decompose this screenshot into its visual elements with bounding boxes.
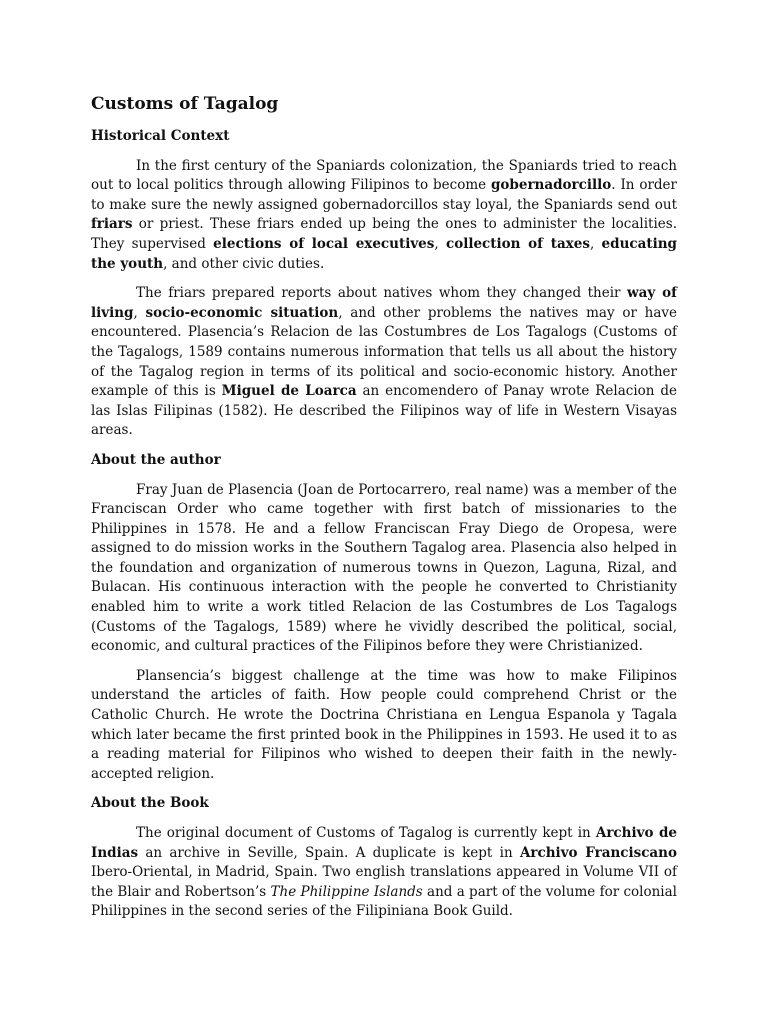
text-run: , and other problems the natives may or have encountered. Plasencia’s Relacion de las Costumbres de Los Tagalogs (Customs of the Tagalogs, 1589 contains numerous information that tells us all about the history of the Tagalog region in terms of its political and socio-economic history. Another example of this is — [91, 304, 677, 400]
text-run: , — [589, 235, 602, 252]
bold-term-gobernadorcillo: gobernadorcillo — [490, 177, 612, 194]
text-run: an encomendero of Panay wrote Relacion de las Islas Filipinas (1582). He described the Filipinos way of life in Western Visayas areas. — [91, 383, 677, 439]
text-run: and a part of the volume for colonial Philippines in the second series of the Filipiniana Book Guild. — [91, 883, 677, 920]
paragraph-historical-context-2 — [91, 284, 677, 441]
document-title: Customs of Tagalog — [91, 94, 279, 114]
bold-term-friars: friars — [91, 216, 133, 233]
text-run: The friars prepared reports about natives whom they changed their — [136, 285, 628, 302]
heading-historical-context: Historical Context — [91, 128, 230, 144]
text-run: The original document of Customs of Tagalog is currently kept in — [136, 825, 596, 841]
text-run: or priest. These friars ended up being the ones to administer the localities. They supervised — [91, 216, 677, 252]
document-page — [91, 92, 677, 932]
bold-term-youth: educating the youth — [91, 235, 677, 272]
bold-term-archivo-de-indias: Archivo de Indias — [91, 825, 677, 861]
bold-term-way-of-living: way of living — [91, 285, 677, 321]
text-run: . In order to make sure the newly assigned gobernadorcillos stay loyal, the Spaniards send out — [91, 177, 677, 213]
text-run: , — [133, 304, 146, 321]
bold-term-miguel-de-loarca: Miguel de Loarca — [221, 383, 357, 400]
bold-term-elections: elections of local executives — [213, 235, 435, 252]
paragraph-historical-context-1 — [91, 157, 677, 275]
text-run: an archive in Seville, Spain. A duplicate is kept in — [138, 844, 520, 861]
paragraph-about-book-1 — [91, 824, 677, 922]
italic-book-title: The Philippine Islands — [270, 883, 423, 900]
bold-term-socio-economic: socio-economic situation — [145, 304, 339, 321]
bold-term-taxes: collection of taxes — [445, 235, 590, 252]
heading-about-book: About the Book — [91, 795, 209, 812]
text-run: Ibero-Oriental, in Madrid, Spain. Two english translations appeared in Volume VII of the Blair and Robertson’s — [91, 864, 677, 900]
text-run: , and other civic duties. — [163, 255, 325, 272]
text-run: , — [434, 235, 446, 252]
paragraph-about-author-2: Plansencia’s biggest challenge at the time was how to make Filipinos understand the articles of faith. How people could comprehend Christ or the Catholic Church. He wrote the Doctrina Christiana en Lengua Espanola y Tagala which later became the first printed book in the Philippines in 1593. He used it to as a reading material for Filipinos who wished to deepen their faith in the newly-accepted religion. — [91, 667, 677, 782]
heading-about-author: About the author — [91, 451, 221, 468]
paragraph-about-author-1: Fray Juan de Plasencia (Joan de Portocarrero, real name) was a member of the Franciscan Order who came together with first batch of missionaries to the Philippines in 1578. He and a fellow Franciscan Fray Diego de Oropesa, were assigned to do mission works in the Southern Tagalog area. Plasencia also helped in the foundation and organization of numerous towns in Quezon, Laguna, Rizal, and Bulacan. His continuous interaction with the people he converted to Christianity enabled him to write a work titled Relacion de las Costumbres de Los Tagalogs (Customs of the Tagalogs, 1589) where he vividly described the political, social, economic, and cultural practices of the Filipinos before they were Christianized. — [91, 481, 677, 655]
bold-term-archivo-franciscano: Archivo Franciscano — [519, 844, 677, 861]
text-run: In the first century of the Spaniards colonization, the Spaniards tried to reach out to local politics through allowing Filipinos to become — [91, 157, 677, 194]
